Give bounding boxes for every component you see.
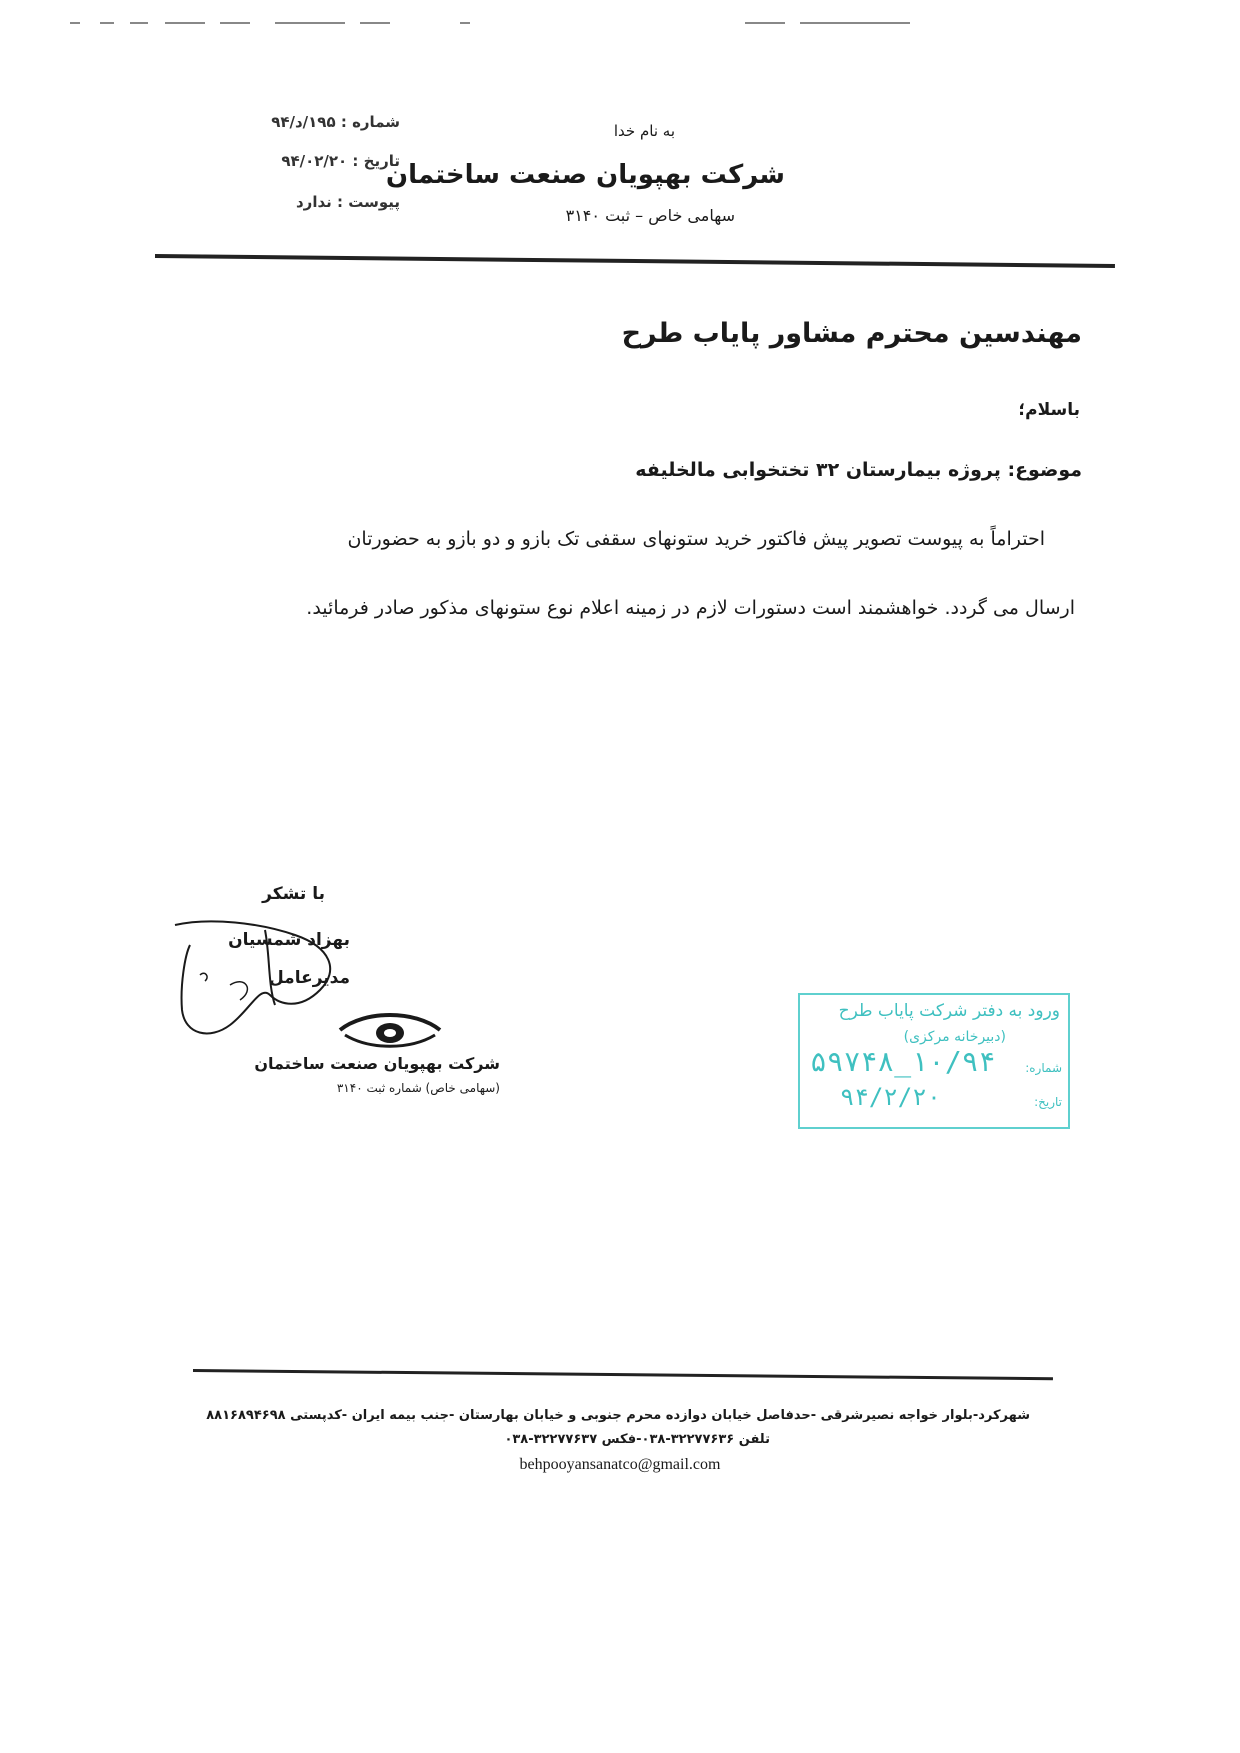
receipt-date-value: ۹۴/۲/۲۰ [840,1083,942,1111]
receipt-date-label: تاریخ: [1034,1095,1062,1109]
body-line-1: احتراماً به پیوست تصویر پیش فاکتور خرید ستونهای سقفی تک بازو و دو بازو به حضورتان [347,528,1045,550]
letter-number: شماره : ۱۹۵/د/۹۴ [271,113,400,131]
closing: با تشکر [262,884,325,904]
header-rule [155,254,1115,268]
company-name: شرکت بهپویان صنعت ساختمان [385,160,785,190]
receipt-stamp [798,993,1070,1129]
footer-rule [193,1369,1053,1380]
signer-name: بهزاد شمسیان [228,930,350,950]
signer-title: مدیرعامل [269,968,350,988]
body-line-2: ارسال می گردد. خواهشمند است دستورات لازم در زمینه اعلام نوع ستونهای مذکور صادر فرمائید. [306,597,1075,619]
footer-email: behpooyansanatco@gmail.com [519,1456,721,1473]
footer-phones: تلفن ۳۲۲۷۷۶۳۶-۰۳۸-فکس ۳۲۲۷۷۶۳۷-۰۳۸ [504,1432,770,1447]
recipient: مهندسین محترم مشاور پایاب طرح [621,318,1082,349]
subject: موضوع: پروژه بیمارستان ۳۲ تختخوابی مالخلیفه [635,459,1082,481]
company-stamp-sub: (سهامی خاص) شماره ثبت ۳۱۴۰ [336,1081,500,1095]
receipt-number-value: ۱۰/۹۴_۵۹۷۴۸ [810,1045,996,1078]
company-logo-icon [330,1005,450,1055]
footer-address: شهرکرد-بلوار خواجه نصیرشرقی -حدفاصل خیابان دوازده محرم جنوبی و خیابان بهارستان -جنب بیمه ایران -کدپستی ۸۸۱۶۸۹۴۶۹۸ [206,1408,1030,1423]
company-subtitle: سهامی خاص – ثبت ۳۱۴۰ [565,206,735,225]
bismillah: به نام خدا [613,122,675,140]
receipt-number-label: شماره: [1025,1061,1062,1075]
greeting: باسلام؛ [1018,400,1080,420]
receipt-stamp-title: ورود به دفتر شرکت پایاب طرح [838,1001,1060,1021]
letter-attachment: پیوست : ندارد [295,193,400,211]
company-stamp-name: شرکت بهپویان صنعت ساختمان [254,1054,500,1073]
letter-date: تاریخ : ۹۴/۰۲/۲۰ [281,152,400,170]
receipt-stamp-subtitle: (دبیرخانه مرکزی) [903,1029,1006,1045]
